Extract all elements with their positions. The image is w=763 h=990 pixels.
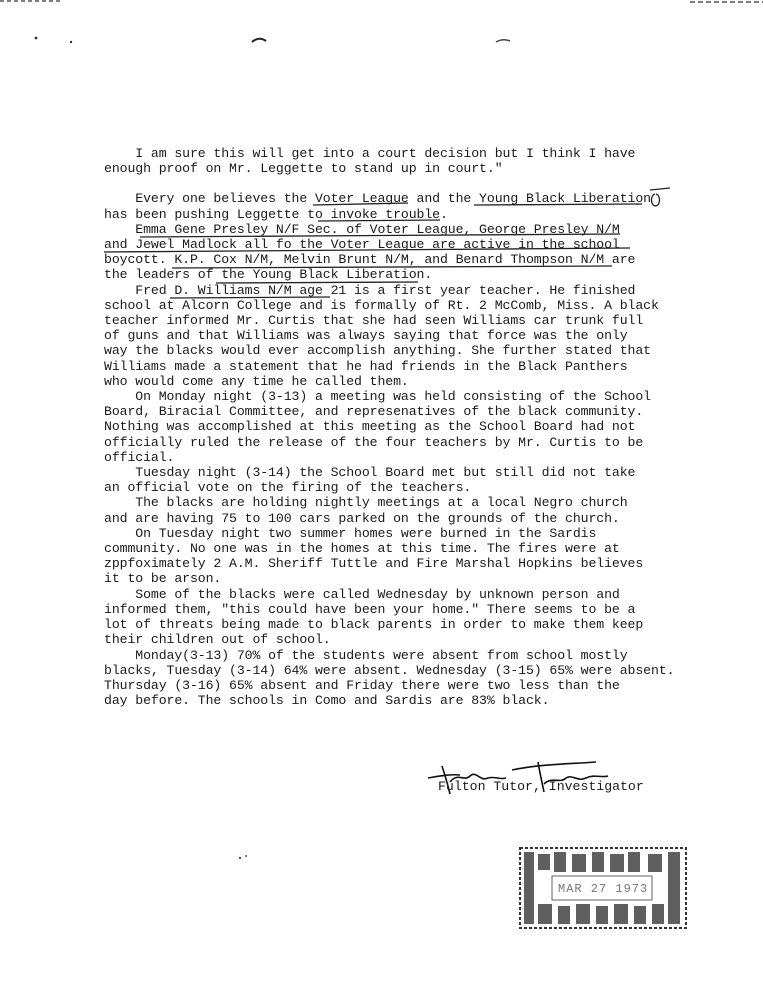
scan-marks [0, 0, 763, 60]
text-line: Fred D. Williams N/M age 21 is a first year teacher. He finished [104, 282, 636, 298]
annotation-mark [652, 194, 660, 206]
text-line: Nothing was accomplished at this meeting as the School Board had not [104, 419, 636, 435]
text-line: Board, Biracial Committee, and represenatives of the black community. [104, 404, 644, 420]
underline-mark [140, 234, 620, 237]
text-line: Some of the blacks were called Wednesday by unknown person and [104, 586, 620, 602]
annotation-mark [650, 188, 670, 190]
text-line: community. No one was in the homes at this time. The fires were at [104, 541, 620, 557]
underline-mark [313, 203, 408, 205]
text-line: On Tuesday night two summer homes were burned in the Sardis [104, 525, 597, 541]
underline-mark [104, 248, 630, 252]
text-line: boycott. K.P. Cox N/M, Melvin Brunt N/M, and Benard Thompson N/M are [104, 252, 636, 268]
scan-specks-bottom [232, 848, 272, 868]
text-line: lot of threats being made to black parents in order to make them keep [104, 617, 644, 633]
speck [252, 39, 266, 42]
text-line: of guns and that Williams was always saying that force was the only [104, 328, 628, 344]
handwritten-underlines [0, 180, 763, 500]
underline-mark [474, 204, 642, 205]
text-line: zppfoximately 2 A.M. Sheriff Tuttle and Fire Marshal Hopkins believes [104, 556, 644, 572]
text-line: way the blacks would ever accomplish anything. She further stated that [104, 343, 651, 359]
text-line: their children out of school. [104, 632, 331, 648]
text-line: the leaders of the Young Black Liberation. [104, 267, 433, 283]
text-line: and are having 75 to 100 cars parked on the grounds of the church. [104, 510, 620, 526]
text-line: informed them, "this could have been your home." There seems to be a [104, 601, 636, 617]
text-line: enough proof on Mr. Leggette to stand up in court." [104, 161, 503, 177]
text-line: school at Alcorn College and is formally of Rt. 2 McComb, Miss. A black [104, 297, 659, 313]
text-line: officially ruled the release of the four teachers by Mr. Curtis to be [104, 434, 644, 450]
text-line: Monday(3-13) 70% of the students were absent from school mostly [104, 647, 628, 663]
text-line: Emma Gene Presley N/F Sec. of Voter League, George Presley N/M [104, 221, 620, 237]
speck [35, 37, 38, 40]
text-line: an official vote on the firing of the teachers. [104, 480, 472, 496]
text-line: blacks, Tuesday (3-14) 64% were absent. Wednesday (3-15) 65% were absent. [104, 662, 675, 678]
text-line: Every one believes the Voter League and the Young Black Liberation [104, 191, 651, 207]
text-line: teacher informed Mr. Curtis that she had seen Williams car trunk full [104, 313, 644, 329]
stamp-date: MAR 27 1973 [558, 882, 649, 896]
speck [496, 40, 510, 42]
speck [70, 41, 72, 43]
text-line: I am sure this will get into a court decision but I think I have [104, 146, 636, 161]
text-line: and Jewel Madlock all fo the Voter League are active in the school [104, 237, 620, 253]
underline-mark [216, 282, 418, 283]
text-line: it to be arson. [104, 571, 222, 587]
underline-mark [318, 220, 440, 221]
text-line: Williams made a statement that he had friends in the Black Panthers [104, 358, 628, 374]
underline-mark [172, 266, 612, 268]
text-line: Tuesday night (3-14) the School Board met but still did not take [104, 465, 636, 481]
text-line: On Monday night (3-13) a meeting was held consisting of the School [104, 389, 651, 405]
text-line: official. [104, 449, 175, 465]
text-line: day before. The schools in Como and Sardis are 83% black. [104, 693, 550, 709]
signature-caption: Fulton Tutor, Investigator [438, 779, 644, 794]
text-line: The blacks are holding nightly meetings at a local Negro church [104, 495, 628, 511]
text-line: who would come any time he called them. [104, 373, 409, 389]
underline-mark [170, 297, 330, 298]
text-line: Thursday (3-16) 65% absent and Friday there were two less than the [104, 677, 620, 693]
text-line: has been pushing Leggette to invoke trouble. [104, 206, 448, 222]
